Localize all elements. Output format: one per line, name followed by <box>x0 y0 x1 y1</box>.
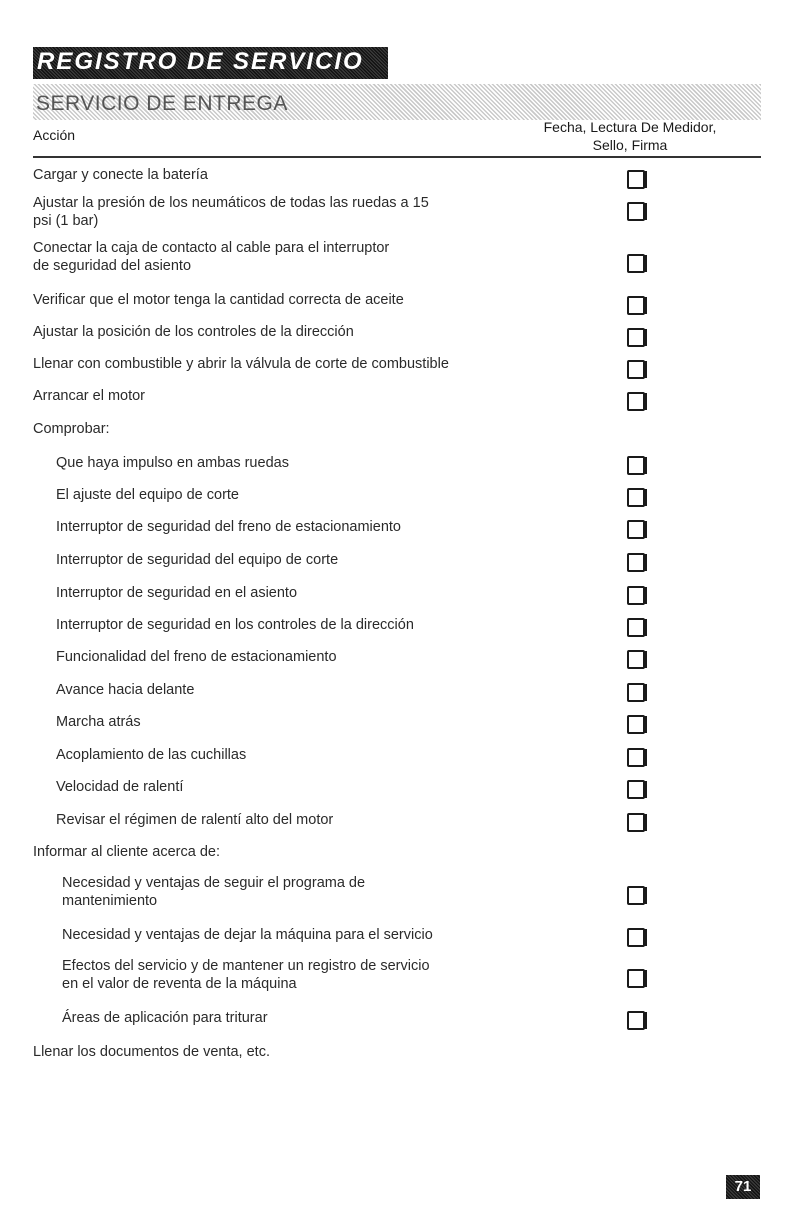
list-item-line: Conectar la caja de contacto al cable para el interruptor <box>33 240 390 256</box>
list-item <box>56 454 289 472</box>
list-item <box>56 584 297 602</box>
checkbox[interactable] <box>627 928 645 947</box>
checkbox[interactable] <box>627 392 645 411</box>
list-item-label: Interruptor de seguridad en los controles de la dirección <box>56 617 414 633</box>
list-item-label: Avance hacia delante <box>56 682 195 698</box>
list-item-line: Efectos del servicio y de mantener un registro de servicio <box>62 958 430 974</box>
list-item-label: Interruptor de seguridad del equipo de corte <box>56 552 339 568</box>
list-item-label: Interruptor de seguridad en el asiento <box>56 585 298 601</box>
list-item <box>56 778 183 796</box>
list-item <box>62 1009 268 1027</box>
page-title: REGISTRO DE SERVICIO <box>37 48 364 75</box>
list-item-label: Verificar que el motor tenga la cantidad correcta de aceite <box>33 292 404 308</box>
checkbox[interactable] <box>627 618 645 637</box>
checkbox[interactable] <box>627 748 645 767</box>
list-item-label: Acoplamiento de las cuchillas <box>56 747 247 763</box>
section-title: SERVICIO DE ENTREGA <box>36 92 288 115</box>
checkbox[interactable] <box>627 296 645 315</box>
list-item-label: Áreas de aplicación para triturar <box>62 1010 268 1026</box>
checkbox[interactable] <box>627 715 645 734</box>
list-item-label: Que haya impulso en ambas ruedas <box>56 455 289 471</box>
checkbox[interactable] <box>627 254 645 273</box>
list-item <box>56 551 338 569</box>
list-item-label: El ajuste del equipo de corte <box>56 487 239 503</box>
list-item-label: Comprobar: <box>33 421 110 437</box>
list-item <box>33 1043 270 1061</box>
list-item <box>33 194 429 230</box>
list-item <box>62 957 430 993</box>
header-divider <box>33 156 761 158</box>
checkbox[interactable] <box>627 170 645 189</box>
list-item <box>56 746 246 764</box>
list-item <box>62 874 365 910</box>
checkbox[interactable] <box>627 1011 645 1030</box>
list-item-line: mantenimiento <box>62 893 158 909</box>
checkbox[interactable] <box>627 360 645 379</box>
list-item <box>33 291 404 309</box>
list-item <box>33 843 220 861</box>
list-item-line: Necesidad y ventajas de seguir el programa de <box>62 875 366 891</box>
list-item-label: Ajustar la posición de los controles de la dirección <box>33 324 354 340</box>
list-item-line: de seguridad del asiento <box>33 258 192 274</box>
list-item <box>62 926 433 944</box>
checkbox[interactable] <box>627 553 645 572</box>
list-item <box>56 648 337 666</box>
checkbox[interactable] <box>627 780 645 799</box>
list-item-label: Marcha atrás <box>56 714 141 730</box>
list-item <box>56 518 401 536</box>
list-item-label: Arrancar el motor <box>33 388 146 404</box>
checkbox[interactable] <box>627 488 645 507</box>
checkbox[interactable] <box>627 683 645 702</box>
column-header-date <box>500 118 760 154</box>
column-header-action: Acción <box>33 127 76 143</box>
list-item-label: Cargar y conecte la batería <box>33 167 208 183</box>
list-item-label: Llenar con combustible y abrir la válvula de corte de combustible <box>33 356 449 372</box>
column-header-date-line1: Fecha, Lectura De Medidor, <box>543 119 717 135</box>
checkbox[interactable] <box>627 813 645 832</box>
list-item <box>33 323 354 341</box>
list-item-label: Llenar los documentos de venta, etc. <box>33 1044 270 1060</box>
checkbox[interactable] <box>627 328 645 347</box>
list-item <box>33 420 110 438</box>
list-item-line: en el valor de reventa de la máquina <box>62 976 297 992</box>
checkbox[interactable] <box>627 650 645 669</box>
list-item-line: psi (1 bar) <box>33 213 99 229</box>
list-item <box>56 486 239 504</box>
list-item <box>33 239 389 275</box>
list-item <box>56 681 194 699</box>
list-item <box>33 387 145 405</box>
list-item-label: Velocidad de ralentí <box>56 779 184 795</box>
list-item <box>33 166 208 184</box>
list-item-label: Necesidad y ventajas de dejar la máquina para el servicio <box>62 927 433 943</box>
list-item-label: Revisar el régimen de ralentí alto del motor <box>56 812 334 828</box>
checkbox[interactable] <box>627 520 645 539</box>
list-item <box>56 713 141 731</box>
list-item-label: Interruptor de seguridad del freno de estacionamiento <box>56 519 401 535</box>
checkbox[interactable] <box>627 586 645 605</box>
list-item-label: Informar al cliente acerca de: <box>33 844 220 860</box>
list-item-label: Funcionalidad del freno de estacionamiento <box>56 649 337 665</box>
list-item <box>56 616 414 634</box>
checkbox[interactable] <box>627 969 645 988</box>
list-item <box>33 355 449 373</box>
column-header-date-line2: Sello, Firma <box>592 137 668 153</box>
list-item <box>56 811 333 829</box>
checkbox[interactable] <box>627 886 645 905</box>
list-item-line: Ajustar la presión de los neumáticos de todas las ruedas a 15 <box>33 195 429 211</box>
checkbox[interactable] <box>627 456 645 475</box>
checkbox[interactable] <box>627 202 645 221</box>
page-number: 71 <box>726 1175 760 1199</box>
